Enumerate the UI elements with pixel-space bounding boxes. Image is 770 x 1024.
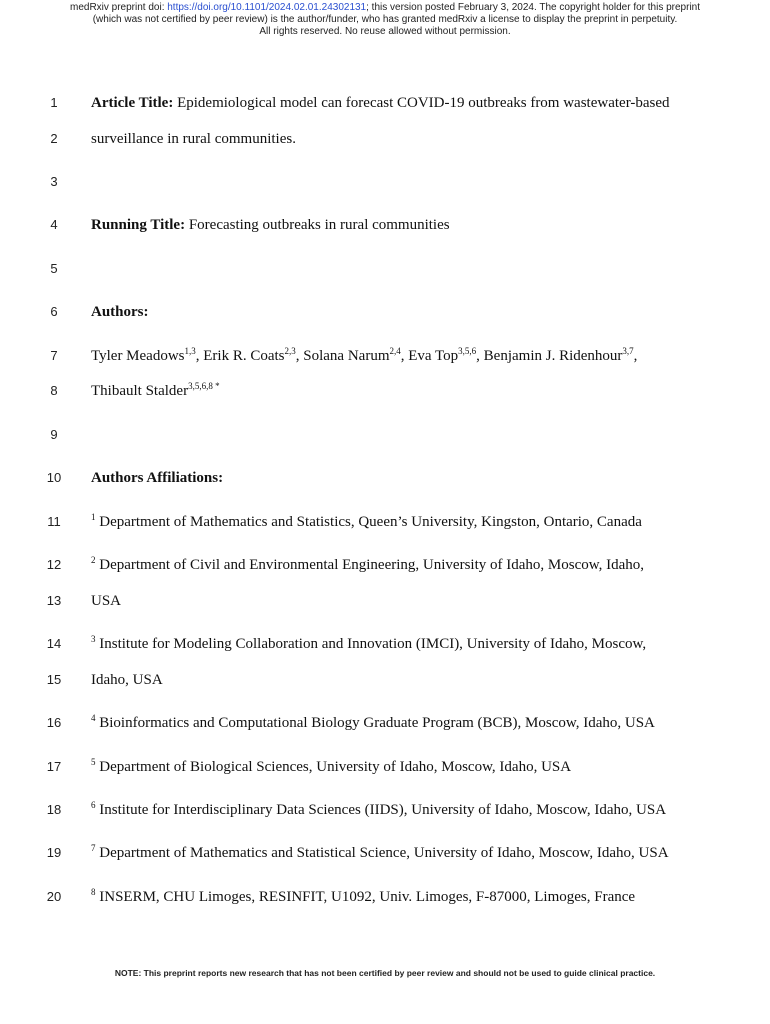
manuscript-line — [0, 257, 770, 281]
header-line-1: medRxiv preprint doi: https://doi.org/10.1101/2024.02.01.24302131; this version posted February 3, 2024. The copyright holder for this preprint — [69, 2, 701, 13]
line-number: 1 — [50, 95, 58, 110]
line-number: 18 — [46, 802, 62, 817]
preprint-footer-note: NOTE: This preprint reports new research that has not been certified by peer review and should not be used to guide clinical practice. — [114, 968, 656, 978]
affiliation: $^7$ Department of Mathematics and Statistical Science, University of Idaho, Moscow, Idaho, USA — [91, 843, 669, 861]
line-number: 8 — [50, 383, 58, 398]
author-affiliation-sup: 2,4 — [389, 346, 401, 356]
manuscript-line — [0, 300, 770, 324]
authors-heading: Authors: — [91, 304, 149, 320]
manuscript-line — [0, 885, 770, 909]
author-list-cont — [91, 379, 750, 403]
manuscript-line — [0, 668, 770, 692]
line-number: 5 — [50, 261, 58, 276]
affiliation: $^6$ Institute for Interdisciplinary Data Sciences (IIDS), University of Idaho, Moscow, Idaho, USA — [91, 800, 667, 818]
header-line-3: All rights reserved. No reuse allowed without permission. — [259, 26, 511, 37]
manuscript-line — [0, 798, 770, 822]
manuscript-line — [0, 379, 770, 403]
manuscript-line — [0, 91, 770, 115]
affiliation-cont: USA — [91, 593, 122, 609]
affiliation: $^8$ INSERM, CHU Limoges, RESINFIT, U1092, Univ. Limoges, F-87000, Limoges, France — [91, 887, 636, 905]
affiliations-heading: Authors Affiliations: — [91, 470, 224, 486]
manuscript-line — [0, 711, 770, 735]
line-number: 12 — [46, 557, 62, 572]
line-number: 9 — [50, 427, 58, 442]
manuscript-line — [0, 213, 770, 237]
affiliation: $^1$ Department of Mathematics and Statistics, Queen’s University, Kingston, Ontario, Canada — [91, 512, 642, 530]
author-affiliation-sup: 3,5,6 — [458, 346, 477, 356]
author-name: Thibault Stalder — [91, 383, 189, 399]
running-title: Running Title: Forecasting outbreaks in rural communities — [91, 217, 450, 233]
author-affiliation-sup: 1,3 — [184, 346, 196, 356]
author-name: Eva Top — [408, 348, 459, 364]
line-number: 13 — [46, 593, 62, 608]
affiliation: $^3$ Institute for Modeling Collaboration and Innovation (IMCI), University of Idaho, Moscow, — [91, 634, 647, 652]
manuscript-line — [0, 127, 770, 151]
line-number: 11 — [47, 514, 61, 529]
author-name: Benjamin J. Ridenhour — [483, 348, 623, 364]
preprint-header — [0, 2, 770, 38]
manuscript-line — [0, 423, 770, 447]
line-number: 3 — [50, 174, 58, 189]
line-number: 10 — [46, 470, 62, 485]
affiliation: $^2$ Department of Civil and Environmental Engineering, University of Idaho, Moscow, Idaho, — [91, 555, 644, 573]
manuscript-line — [0, 589, 770, 613]
manuscript-line — [0, 632, 770, 656]
article-title-cont: surveillance in rural communities. — [91, 131, 296, 147]
line-number: 14 — [46, 636, 62, 651]
line-number: 2 — [50, 131, 58, 146]
manuscript-line — [0, 755, 770, 779]
manuscript-line — [0, 841, 770, 865]
affiliation: $^5$ Department of Biological Sciences, University of Idaho, Moscow, Idaho, USA — [91, 757, 572, 775]
manuscript-line — [0, 170, 770, 194]
author-list: Tyler Meadows$^{1,3}$, Erik R. Coats$^{2,3}$, Solana Narum$^{2,4}$, Eva Top$^{3,5,6}$, Benjamin J. Ridenhour$^{3,7}$, — [91, 346, 638, 364]
author-affiliation-sup: 2,3 — [284, 346, 296, 356]
author-name: Erik R. Coats — [203, 348, 285, 364]
line-number: 20 — [46, 889, 62, 904]
line-number: 15 — [46, 672, 62, 687]
line-number: 17 — [46, 759, 62, 774]
author-affiliation-sup: 3,5,6,8 * — [188, 381, 220, 391]
manuscript-line — [0, 510, 770, 534]
author-affiliation-sup: 3,7 — [622, 346, 634, 356]
article-title: Article Title: Epidemiological model can forecast COVID-19 outbreaks from wastewater-based — [91, 95, 670, 111]
doi-link[interactable]: https://doi.org/10.1101/2024.02.01.24302131 — [167, 2, 367, 13]
header-line-2: (which was not certified by peer review) is the author/funder, who has granted medRxiv a license to display the preprint in perpetuity. — [92, 14, 678, 25]
manuscript-line — [0, 466, 770, 490]
line-number: 6 — [50, 304, 58, 319]
line-number: 4 — [50, 217, 58, 232]
manuscript-line — [0, 344, 770, 368]
line-number: 19 — [46, 845, 62, 860]
affiliation-cont: Idaho, USA — [91, 672, 163, 688]
line-number: 7 — [50, 348, 58, 363]
affiliation: $^4$ Bioinformatics and Computational Biology Graduate Program (BCB), Moscow, Idaho, USA — [91, 713, 655, 731]
line-number: 16 — [46, 715, 62, 730]
manuscript-line — [0, 553, 770, 577]
author-name: Tyler Meadows — [91, 348, 185, 364]
author-name: Solana Narum — [303, 348, 390, 364]
